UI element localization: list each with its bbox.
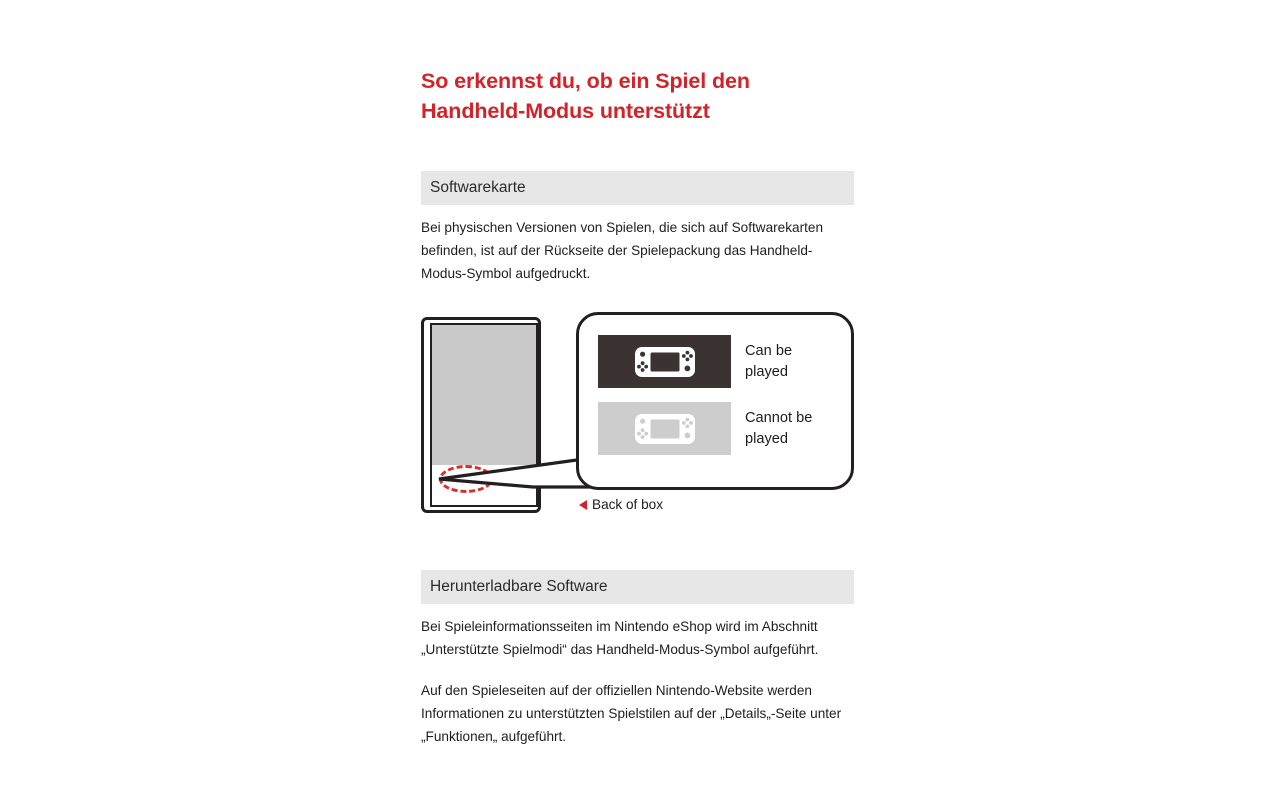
triangle-left-icon — [579, 500, 587, 510]
section-paragraph: Bei physischen Versionen von Spielen, die sich auf Softwarekarten befinden, ist auf der Rückseite der Spielepackung das Handheld-Modus-Symbol aufgedruckt. — [421, 220, 824, 281]
section-herunterladbare-software — [421, 570, 854, 748]
handheld-icon-swatch-light — [598, 402, 731, 455]
section-paragraph: Auf den Spieleseiten auf der offiziellen Nintendo-Website werden Informationen zu unterstützten Spielstilen auf der „Details„-Seite unter „Funktionen„ aufgeführt. — [421, 683, 842, 744]
section-softwarekarte — [421, 171, 854, 527]
page-title — [421, 0, 854, 126]
back-of-box-label: Back of box — [592, 497, 664, 512]
legend-item-cannot-be-played — [598, 402, 839, 455]
page-title-line-1: So erkennst du, ob ein Spiel den — [421, 69, 750, 93]
page-title-line-2: Handheld-Modus unterstützt — [421, 99, 710, 123]
legend-list — [598, 335, 839, 455]
handheld-mode-icon — [634, 413, 696, 445]
section-heading-softwarekarte: Softwarekarte — [430, 179, 526, 197]
section-paragraph: Bei Spieleinformationsseiten im Nintendo eShop wird im Abschnitt „Unterstützte Spielmodi“ das Handheld-Modus-Symbol aufgeführt. — [421, 619, 819, 657]
section-header-bar — [421, 171, 854, 205]
game-box-cover-art — [432, 325, 536, 465]
section-heading-herunterladbare-software: Herunterladbare Software — [430, 578, 608, 596]
legend-label-cannot-be-played: Cannot be played — [745, 409, 813, 447]
callout-bubble — [576, 312, 854, 490]
document-content-column — [421, 0, 854, 748]
section-header-bar — [421, 570, 854, 604]
legend-item-can-be-played — [598, 335, 839, 388]
back-of-box-caption — [579, 498, 663, 512]
handheld-mode-diagram — [421, 312, 854, 527]
handheld-mode-icon — [634, 346, 696, 378]
handheld-icon-swatch-dark — [598, 335, 731, 388]
legend-label-can-be-played: Can be played — [745, 342, 793, 380]
